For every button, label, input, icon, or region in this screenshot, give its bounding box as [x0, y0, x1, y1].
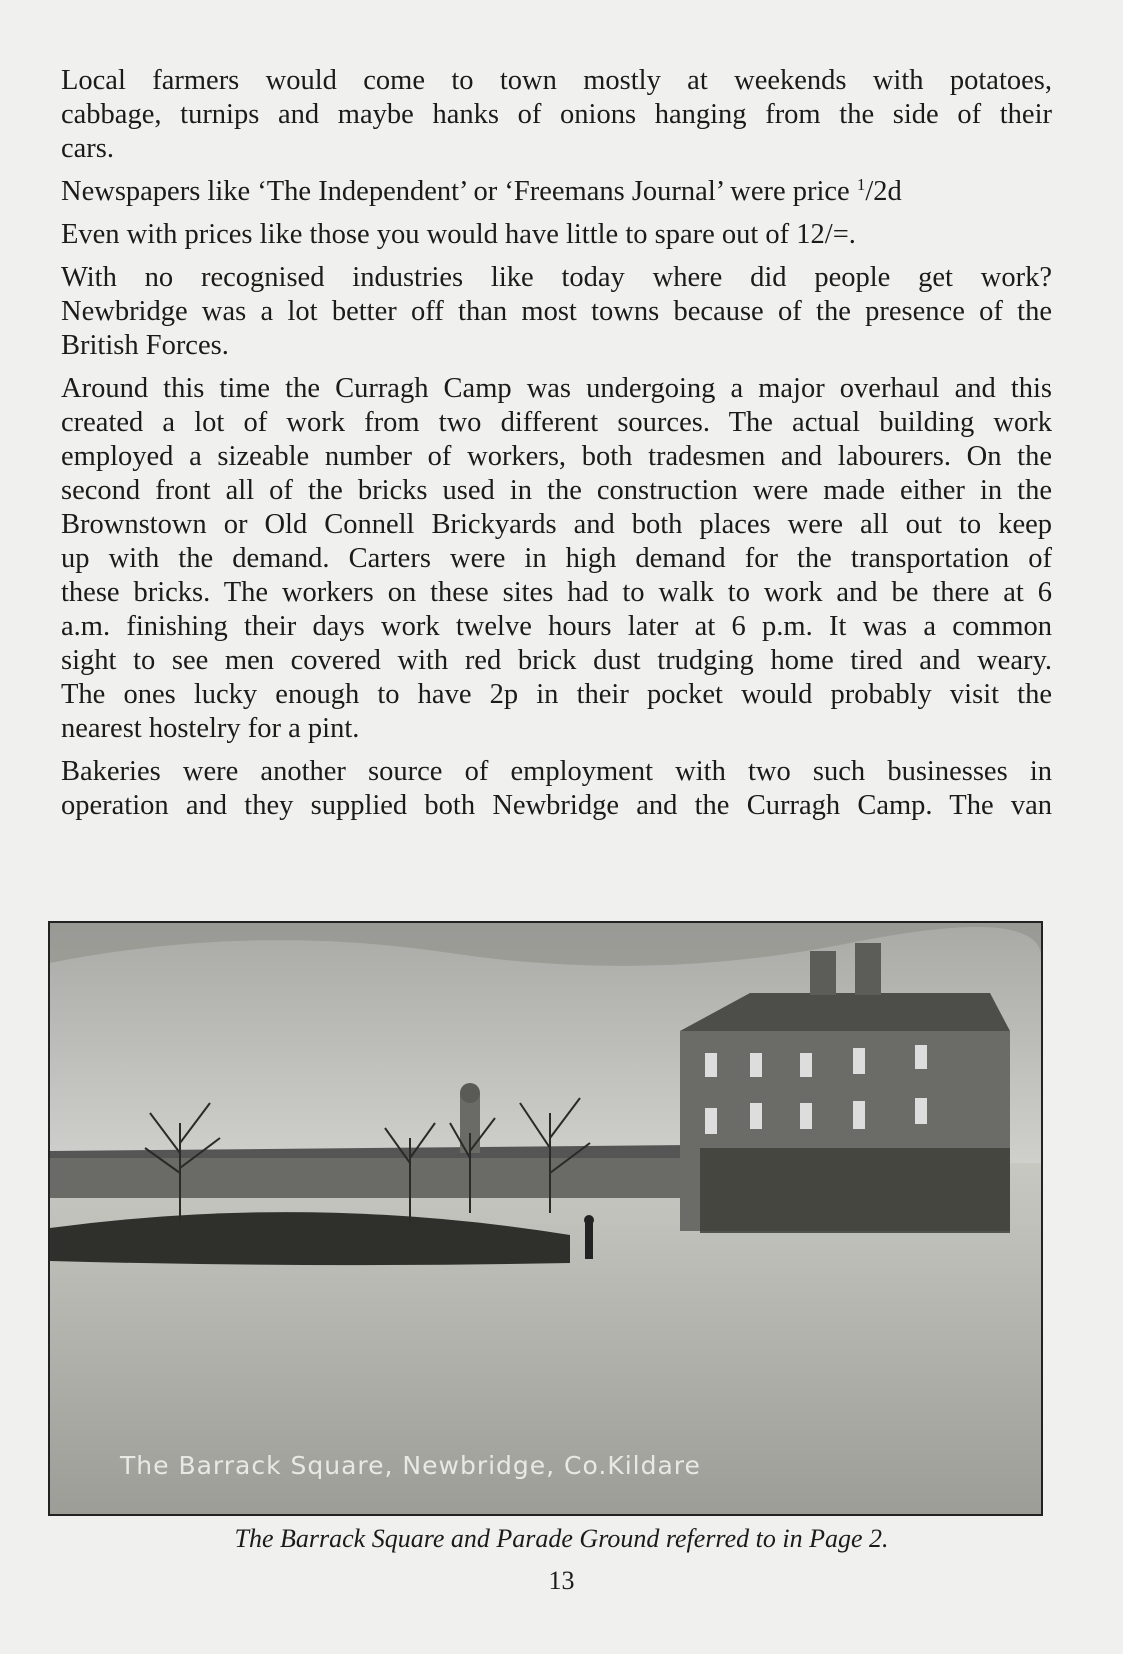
text-line: second front all of the bricks used in the construction were made either in the — [61, 475, 1052, 506]
text-line: Local farmers would come to town mostly at weekends with potatoes, — [61, 65, 1052, 96]
text-line: operation and they supplied both Newbridge and the Curragh Camp. The van — [61, 790, 1052, 821]
standing-soldier — [585, 1223, 593, 1259]
price-superscript: 1 — [856, 175, 866, 194]
text-line — [61, 175, 1052, 209]
paragraph-prices — [61, 218, 1052, 252]
text-line: The ones lucky enough to have 2p in their pocket would probably visit the — [61, 679, 1052, 710]
long-barrack-block — [50, 1158, 690, 1198]
text-line: cabbage, turnips and maybe hanks of onions hanging from the side of their — [61, 99, 1052, 130]
paragraph-industries — [61, 261, 1052, 363]
text-line: British Forces. — [61, 330, 229, 361]
paragraph-curragh — [61, 372, 1052, 746]
text-line: these bricks. The workers on these sites had to walk to work and be there at 6 — [61, 577, 1052, 608]
text-line: employed a sizeable number of workers, both tradesmen and labourers. On the — [61, 441, 1052, 472]
text-line: Even with prices like those you would have little to spare out of 12/=. — [61, 219, 856, 250]
text-line: cars. — [61, 133, 115, 164]
page-number: 13 — [548, 1566, 575, 1595]
photo-caption: The Barrack Square and Parade Ground referred to in Page 2. — [234, 1524, 889, 1553]
paragraph-bakeries — [61, 755, 1052, 823]
text-line: sight to see men covered with red brick dust trudging home tired and weary. — [61, 645, 1052, 676]
text-line: created a lot of work from two different sources. The actual building work — [61, 407, 1052, 438]
barrack-square-photo — [48, 921, 1043, 1516]
text-line: Newbridge was a lot better off than most towns because of the presence of the — [61, 296, 1052, 327]
text-line: a.m. finishing their days work twelve hours later at 6 p.m. It was a common — [61, 611, 1052, 642]
photo-illustration — [50, 923, 1041, 1514]
price-rest: /2d — [865, 176, 902, 207]
postcard-caption: The Barrack Square, Newbridge, Co.Kildare — [120, 1451, 701, 1480]
text-line: up with the demand. Carters were in high demand for the transportation of — [61, 543, 1052, 574]
paragraph-newspapers — [61, 175, 1052, 209]
text-line: Brownstown or Old Connell Brickyards and both places were all out to keep — [61, 509, 1052, 540]
text-line: With no recognised industries like today where did people get work? — [61, 262, 1052, 293]
body-text — [61, 64, 1052, 832]
text-line: Around this time the Curragh Camp was undergoing a major overhaul and this — [61, 373, 1052, 404]
text-line: nearest hostelry for a pint. — [61, 713, 360, 744]
text-line: Bakeries were another source of employment with two such businesses in — [61, 756, 1052, 787]
newspaper-text: Newspapers like ‘The Independent’ or ‘Freemans Journal’ were price — [61, 176, 850, 207]
paragraph-farmers — [61, 64, 1052, 166]
